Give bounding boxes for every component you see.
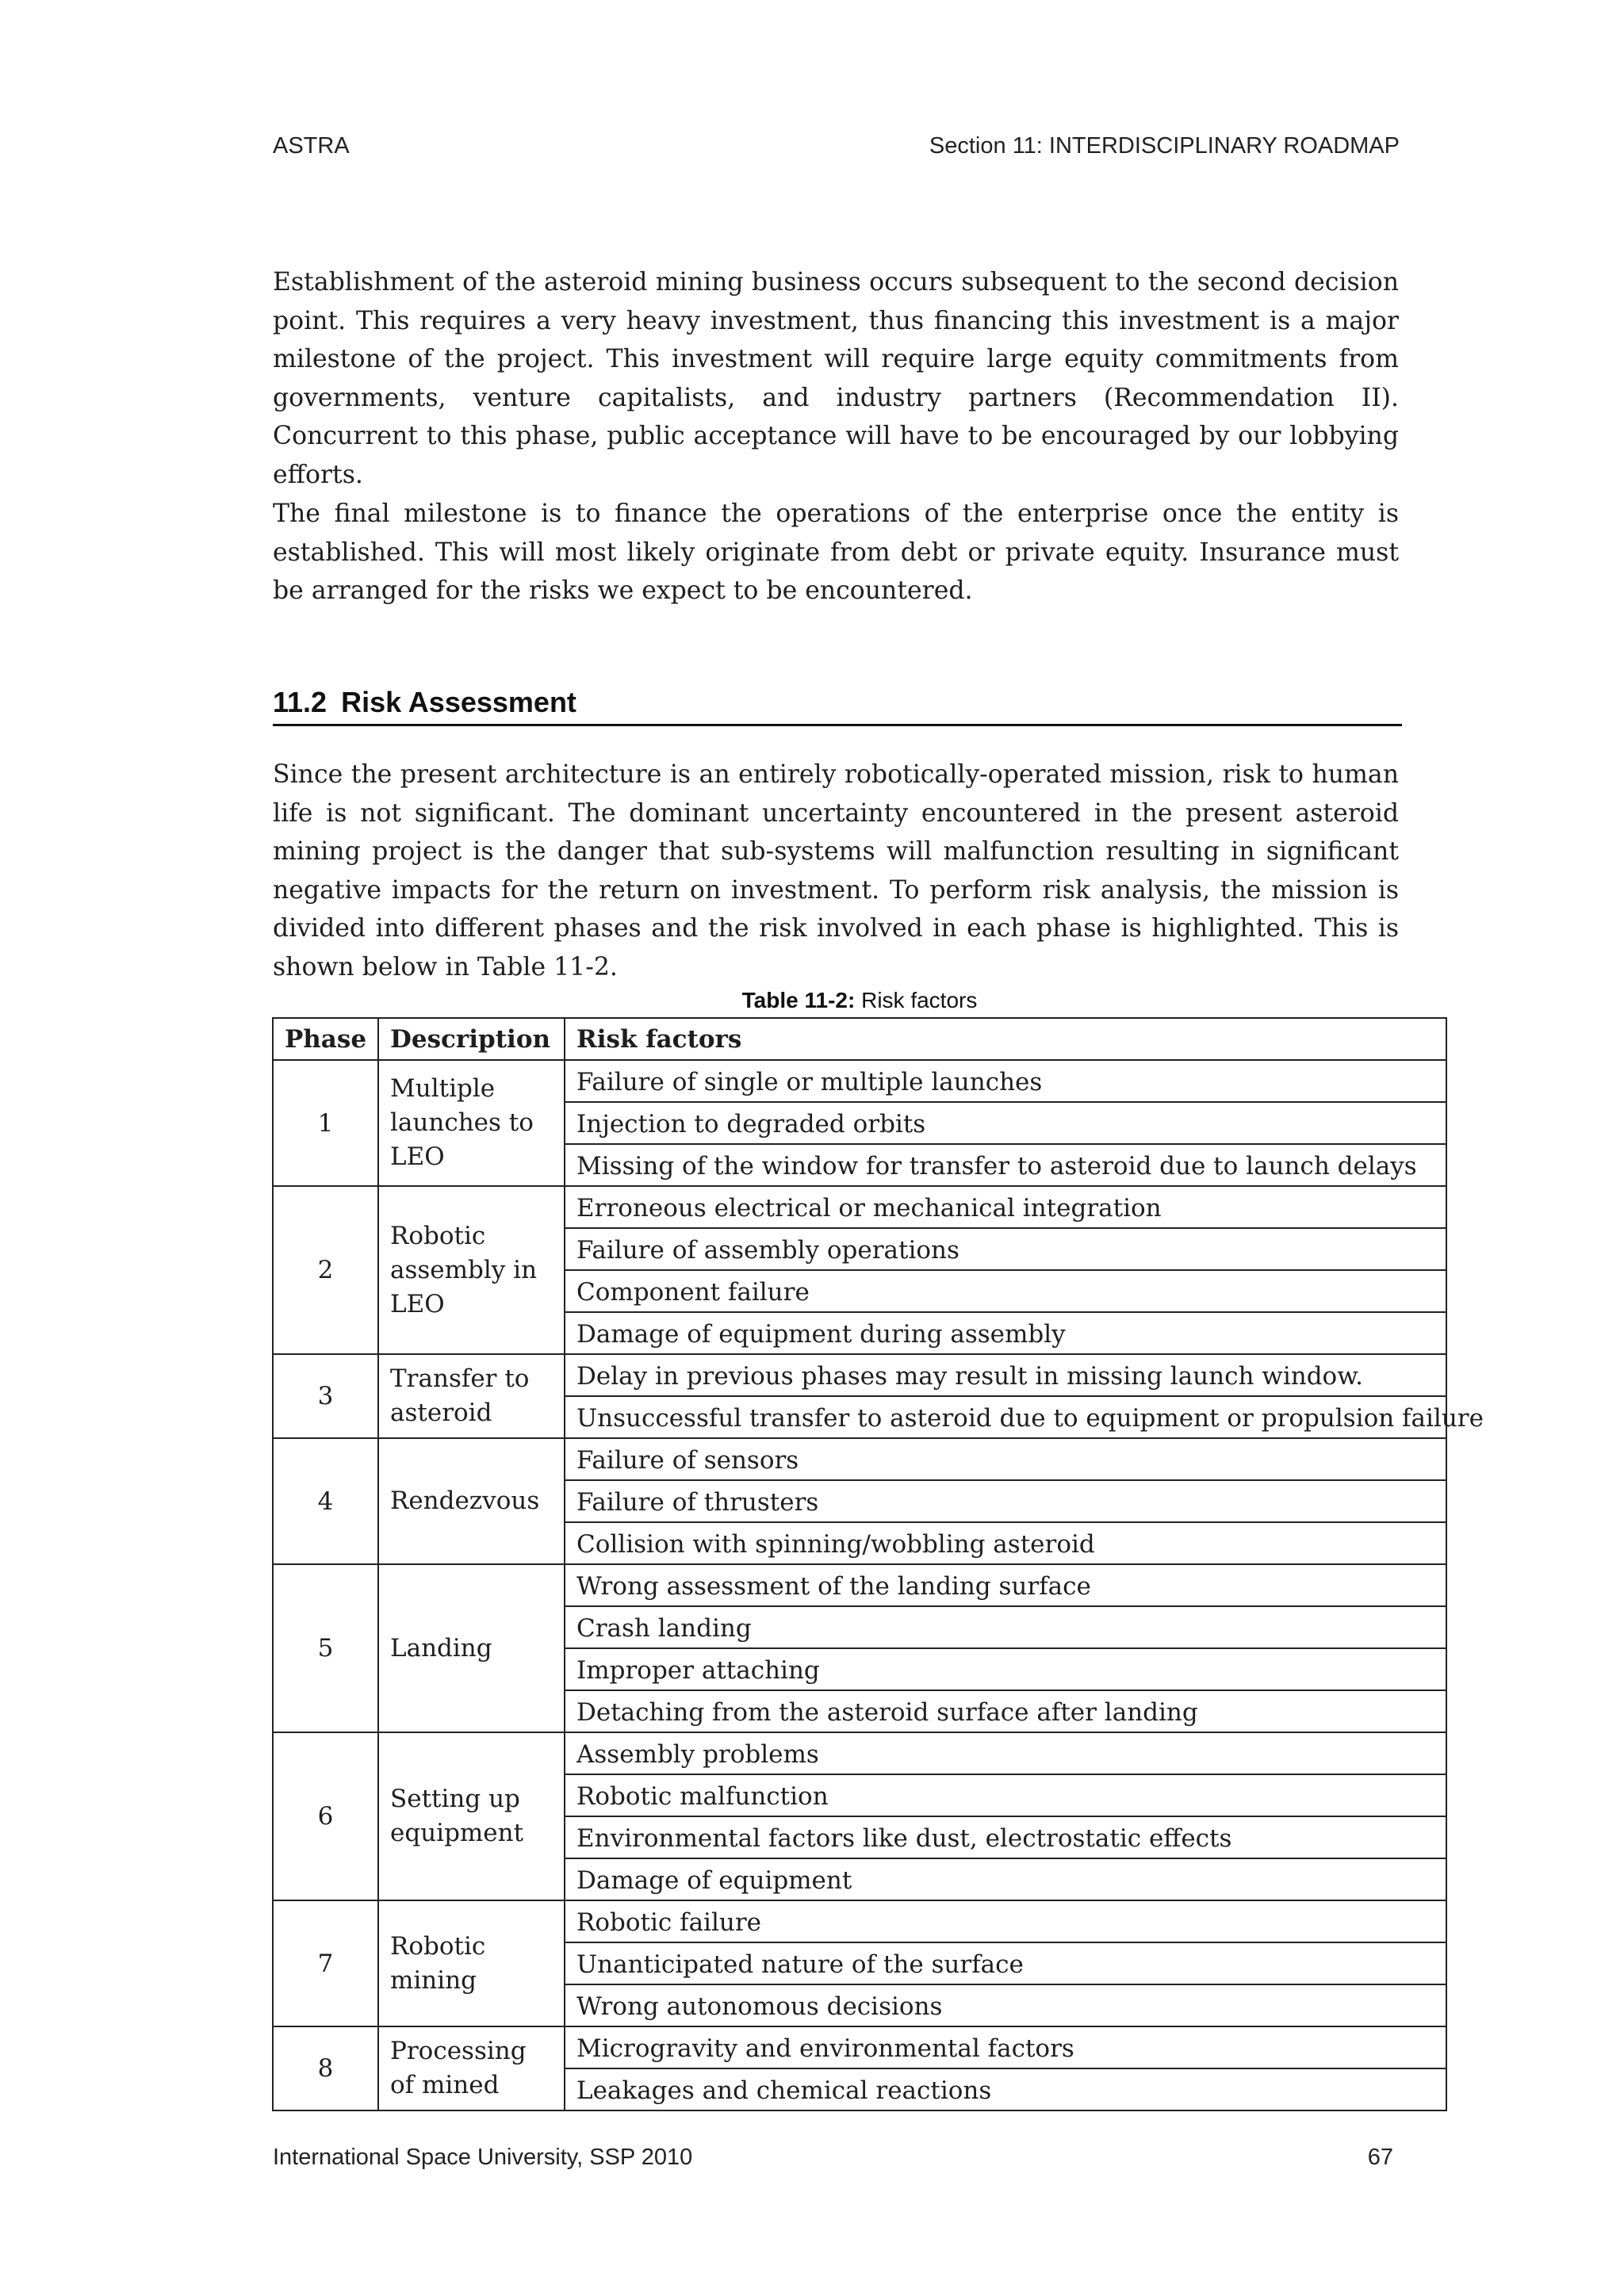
table-body	[273, 1060, 1484, 2110]
risk-factor-cell: Wrong autonomous decisions	[565, 1984, 1446, 2026]
body-paragraph: Since the present architecture is an entirely robotically-operated mission, risk to human life is not significant. The dominant uncertainty encountered in the present asteroid mining project is the danger that sub-systems will malfunction resulting in significant negative impacts for the return on investment. To perform risk analysis, the mission is divided into different phases and the risk involved in each phase is highlighted. This is shown below in Table 11-2.	[273, 760, 1399, 982]
risk-factors-table	[272, 1017, 1484, 2111]
risk-factor-cell: Unanticipated nature of the surface	[565, 1942, 1446, 1984]
phase-number-cell: 8	[273, 2026, 378, 2110]
risk-factor-cell: Assembly problems	[565, 1732, 1446, 1774]
risk-factor-cell: Failure of thrusters	[565, 1480, 1446, 1522]
risk-factor-cell: Failure of sensors	[565, 1438, 1446, 1480]
table-row	[273, 1438, 1446, 1480]
phase-description-cell: Transfer to asteroid	[378, 1354, 565, 1438]
phase-description-cell: Processing of mined	[378, 2026, 565, 2110]
risk-factor-cell: Wrong assessment of the landing surface	[565, 1564, 1446, 1606]
table-caption-text: Risk factors	[861, 988, 978, 1012]
phase-number-cell: 6	[273, 1732, 378, 1900]
table-row	[273, 1060, 1446, 1102]
risk-factor-cell: Failure of single or multiple launches	[565, 1060, 1446, 1102]
risk-factor-cell: Unsuccessful transfer to asteroid due to equipment or propulsion failure	[565, 1396, 1446, 1438]
header-risk-factors: Risk factors	[565, 1018, 1446, 1060]
page-number: 67	[1367, 2145, 1393, 2170]
risk-factor-cell: Improper attaching	[565, 1648, 1446, 1690]
table-caption	[273, 988, 1446, 1013]
body-paragraph: Establishment of the asteroid mining business occurs subsequent to the second decision point. This requires a very heavy investment, thus financing this investment is a major milestone of the project. This investment will require large equity commitments from governments, venture capitalists, and industry partners (Recommendation II). Concurrent to this phase, public acceptance will have to be encouraged by our lobbying efforts.	[273, 268, 1399, 489]
table-row	[273, 1564, 1446, 1606]
phase-description-cell: Landing	[378, 1564, 565, 1732]
table-row	[273, 1732, 1446, 1774]
risk-factor-cell: Failure of assembly operations	[565, 1228, 1446, 1270]
header-description: Description	[378, 1018, 565, 1060]
table-header-row	[273, 1018, 1446, 1060]
table-caption-label: Table 11-2:	[741, 988, 856, 1012]
risk-factor-cell: Erroneous electrical or mechanical integration	[565, 1186, 1446, 1228]
phase-description-cell: Robotic assembly in LEO	[378, 1186, 565, 1354]
running-header-right: Section 11: INTERDISCIPLINARY ROADMAP	[929, 133, 1400, 159]
footer-left: International Space University, SSP 2010	[273, 2145, 693, 2170]
phase-number-cell: 2	[273, 1186, 378, 1354]
risk-factor-cell: Injection to degraded orbits	[565, 1102, 1446, 1144]
table-row	[273, 1354, 1446, 1396]
table-row	[273, 1186, 1446, 1228]
risk-factor-cell: Delay in previous phases may result in missing launch window.	[565, 1354, 1446, 1396]
risk-factor-cell: Collision with spinning/wobbling asteroid	[565, 1522, 1446, 1564]
phase-description-cell: Multiple launches to LEO	[378, 1060, 565, 1186]
phase-description-cell: Rendezvous	[378, 1438, 565, 1564]
phase-description-cell: Robotic mining	[378, 1900, 565, 2026]
section-number: 11.2	[273, 686, 327, 718]
risk-factor-cell: Leakages and chemical reactions	[565, 2068, 1446, 2110]
risk-factor-cell: Environmental factors like dust, electrostatic effects	[565, 1816, 1446, 1858]
table-row	[273, 2026, 1446, 2068]
section-title: Risk Assessment	[341, 686, 576, 718]
risk-factor-cell: Microgravity and environmental factors	[565, 2026, 1446, 2068]
body-paragraph: The final milestone is to finance the operations of the enterprise once the entity is established. This will most likely originate from debt or private equity. Insurance must be arranged for the risks we expect to be encountered.	[273, 499, 1399, 605]
phase-number-cell: 1	[273, 1060, 378, 1186]
risk-factor-cell: Detaching from the asteroid surface after landing	[565, 1690, 1446, 1732]
risk-factor-cell: Missing of the window for transfer to asteroid due to launch delays	[565, 1144, 1446, 1186]
risk-factor-cell: Damage of equipment during assembly	[565, 1312, 1446, 1354]
phase-number-cell: 5	[273, 1564, 378, 1732]
phase-number-cell: 4	[273, 1438, 378, 1564]
running-header-left: ASTRA	[273, 133, 350, 159]
header-phase: Phase	[273, 1018, 378, 1060]
risk-factor-cell: Crash landing	[565, 1606, 1446, 1648]
phase-description-cell: Setting up equipment	[378, 1732, 565, 1900]
phase-number-cell: 7	[273, 1900, 378, 2026]
risk-factor-cell: Robotic failure	[565, 1900, 1446, 1942]
section-heading	[273, 686, 1402, 726]
risk-factor-cell: Robotic malfunction	[565, 1774, 1446, 1816]
table-row	[273, 1900, 1446, 1942]
risk-factor-cell: Component failure	[565, 1270, 1446, 1312]
phase-number-cell: 3	[273, 1354, 378, 1438]
risk-factor-cell: Damage of equipment	[565, 1858, 1446, 1900]
